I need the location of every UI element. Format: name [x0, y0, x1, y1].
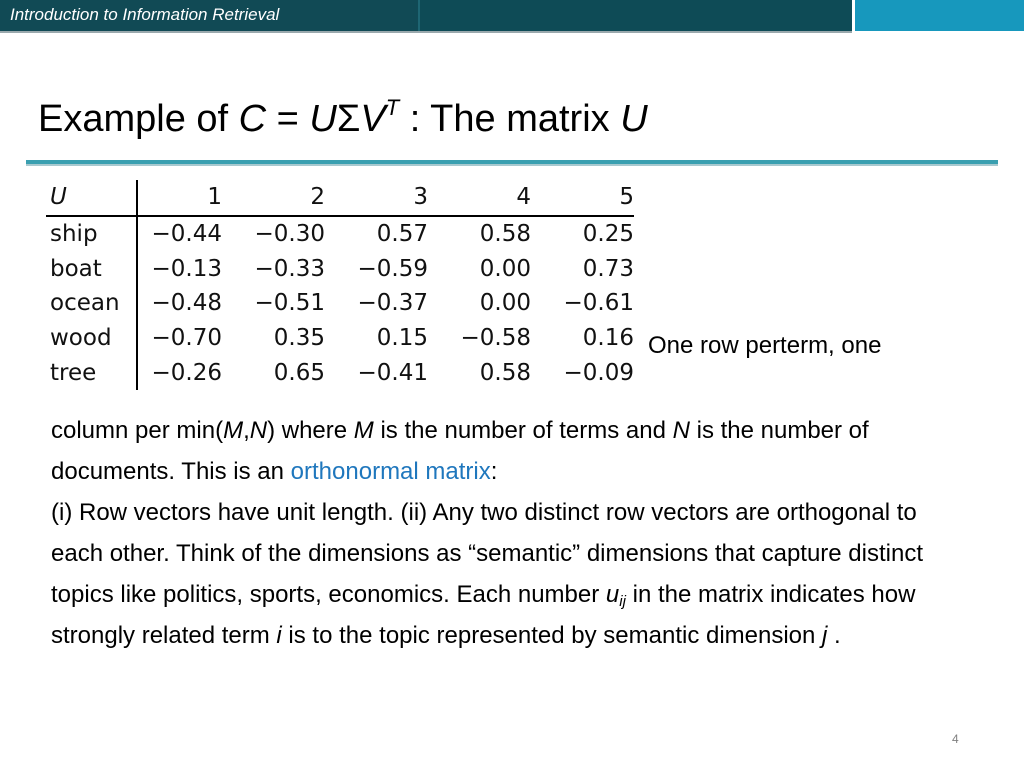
page-number: 4 — [952, 732, 959, 746]
table-cell: −0.48 — [151, 290, 222, 317]
course-title: Introduction to Information Retrieval — [10, 5, 280, 24]
title-sigma: Σ — [336, 98, 361, 140]
table-row — [46, 321, 634, 356]
body-text-run: column per min( — [51, 417, 224, 444]
table-cell: 0.73 — [582, 255, 634, 282]
table-cell: 0.57 — [376, 221, 428, 248]
table-cell: −0.59 — [357, 255, 428, 282]
header-bar-middle — [420, 0, 852, 31]
body-text-run: is the number of terms and — [373, 417, 673, 444]
table-cell: −0.41 — [357, 359, 428, 386]
row-term: tree — [46, 355, 137, 390]
column-header: 1 — [137, 180, 222, 216]
table-row — [46, 251, 634, 286]
table-row — [46, 216, 634, 252]
table-cell: 0.16 — [582, 325, 634, 352]
header-bar — [0, 0, 1024, 33]
title-u: U — [309, 98, 337, 140]
table-row — [46, 286, 634, 321]
column-header: 5 — [531, 180, 634, 216]
table-cell: −0.26 — [151, 359, 222, 386]
table-cell: −0.51 — [254, 290, 325, 317]
header-shadow — [0, 31, 852, 33]
title-prefix: Example of — [38, 98, 239, 140]
table-cell: −0.33 — [254, 255, 325, 282]
table-cell: −0.30 — [254, 221, 325, 248]
title-equals: = — [266, 98, 310, 140]
row-term: ship — [46, 216, 137, 252]
table-cell: 0.58 — [479, 359, 531, 386]
math-var-u: u — [605, 581, 620, 608]
math-var-j: j — [822, 622, 828, 649]
table-cell: 0.35 — [273, 325, 325, 352]
table-cell: 0.00 — [479, 290, 531, 317]
body-text-run: is to the topic represented by semantic dimension — [281, 622, 823, 649]
table-cell: −0.61 — [563, 290, 634, 317]
table-cell: 0.15 — [376, 325, 428, 352]
title-rule-shadow — [26, 164, 998, 166]
math-subscript-ij: ij — [619, 593, 626, 610]
header-bar-accent — [855, 0, 1024, 31]
row-term: wood — [46, 321, 137, 356]
math-var-n: N — [249, 417, 268, 444]
column-header: 2 — [222, 180, 325, 216]
body-text-run: is the number of documents. This is an — [51, 417, 869, 485]
title-c: C — [238, 98, 267, 140]
matrix-u-table — [46, 180, 634, 390]
slide-title — [38, 95, 648, 141]
column-header: 4 — [428, 180, 531, 216]
math-var-m: M — [353, 417, 374, 444]
body-text-run: , — [243, 417, 250, 444]
side-text: One row perterm, one — [648, 332, 882, 359]
table-cell: 0.25 — [582, 221, 634, 248]
body-text-run: . — [827, 622, 841, 649]
title-t: T — [385, 95, 400, 120]
table-cell: −0.70 — [151, 325, 222, 352]
table-row — [46, 355, 634, 390]
table-cell: 0.58 — [479, 221, 531, 248]
title-middle: : The matrix — [399, 98, 621, 140]
table-cell: 0.00 — [479, 255, 531, 282]
body-paragraph — [51, 410, 951, 656]
title-v: V — [360, 98, 386, 140]
body-text-run: ) where — [267, 417, 354, 444]
row-term: ocean — [46, 286, 137, 321]
table-cell: 0.65 — [273, 359, 325, 386]
column-header: 3 — [325, 180, 428, 216]
math-var-i: i — [276, 622, 282, 649]
body-text-run: in the matrix indicates how strongly related term — [51, 581, 916, 649]
math-var-m: M — [223, 417, 244, 444]
body-text-run: : — [490, 458, 498, 485]
title-u2: U — [620, 98, 648, 140]
table-cell: −0.37 — [357, 290, 428, 317]
math-var-n: N — [672, 417, 690, 444]
body-text-run: (i) Row vectors have unit length. (ii) Any two distinct row vectors are orthogonal to each other. Think of the dimensions as “semantic” dimensions that capture distinct topics like politics, sports, economics. Each number — [51, 499, 924, 608]
table-cell: −0.13 — [151, 255, 222, 282]
table-header-row — [46, 180, 634, 216]
row-term: boat — [46, 251, 137, 286]
table-cell: −0.09 — [563, 359, 634, 386]
orthonormal-matrix-link[interactable]: orthonormal matrix — [290, 458, 491, 485]
table-cell: −0.44 — [151, 221, 222, 248]
table-corner-label: U — [46, 180, 137, 216]
table-cell: −0.58 — [460, 325, 531, 352]
